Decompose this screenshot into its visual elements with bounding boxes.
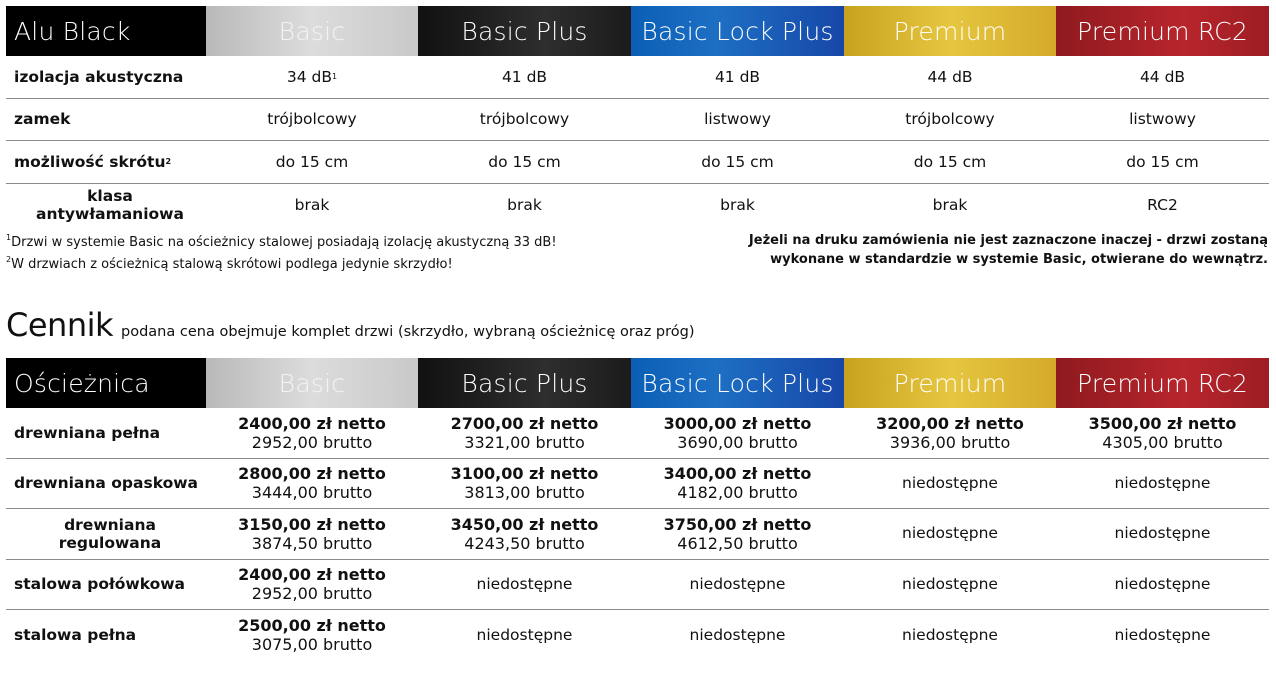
price-cell [206, 408, 418, 458]
price-cell [631, 459, 844, 509]
price-cell [844, 509, 1056, 559]
spec-cell: 44 dB [927, 67, 973, 86]
spec-header-premium-rc2: Premium RC2 [1056, 6, 1269, 56]
price-cell [844, 408, 1056, 458]
spec-header-premium: Premium [844, 6, 1056, 56]
price-header [6, 358, 1269, 408]
price-netto: 3450,00 zł netto [450, 514, 599, 534]
spec-row-label: klasa antywłamaniowa [36, 186, 184, 223]
spec-cell: trójbolcowy [267, 110, 357, 129]
price-cell [1056, 560, 1269, 610]
price-cell [418, 459, 631, 509]
price-table [6, 358, 1269, 661]
spec-cell: 41 dB [714, 67, 761, 86]
price-cell [1056, 408, 1269, 458]
price-cell [206, 459, 418, 509]
price-brutto: 2952,00 brutto [251, 432, 373, 452]
price-cell [206, 610, 418, 661]
spec-cell: listwowy [1129, 110, 1196, 129]
price-cell [418, 408, 631, 458]
unavailable-text: niedostępne [902, 473, 998, 492]
price-header-premium: Premium [844, 358, 1056, 408]
spec-cell: do 15 cm [488, 152, 561, 171]
spec-table [6, 6, 1269, 226]
price-brutto: 3075,00 brutto [251, 635, 373, 655]
price-netto: 2500,00 zł netto [238, 616, 386, 636]
spec-cell: do 15 cm [913, 152, 987, 171]
price-row [6, 509, 1269, 560]
spec-cell: listwowy [704, 110, 771, 129]
spec-cell: do 15 cm [701, 152, 774, 171]
spec-cell: trójbolcowy [479, 110, 570, 129]
price-brutto: 4305,00 brutto [1102, 432, 1223, 452]
order-note-line-2: wykonane w standardzie w systemie Basic, otwierane do wewnątrz. [770, 252, 1268, 267]
price-row [6, 408, 1269, 459]
price-header-frame: Ościeżnica [6, 358, 206, 408]
price-netto: 2800,00 zł netto [238, 464, 386, 484]
price-cell [418, 560, 631, 610]
spec-cell: RC2 [1147, 195, 1178, 214]
price-cell [1056, 610, 1269, 661]
spec-row [6, 184, 1269, 227]
price-netto: 3750,00 zł netto [663, 514, 812, 534]
price-netto: 3400,00 zł netto [663, 464, 812, 484]
price-brutto: 4612,50 brutto [677, 533, 798, 553]
price-row [6, 459, 1269, 510]
price-netto: 2400,00 zł netto [238, 413, 386, 433]
spec-row [6, 99, 1269, 142]
price-brutto: 3936,00 brutto [889, 432, 1011, 452]
price-brutto: 2952,00 brutto [251, 584, 373, 604]
spec-row-label: izolacja akustyczna [14, 67, 184, 86]
price-netto: 3000,00 zł netto [663, 413, 812, 433]
price-row-label: stalowa pełna [14, 626, 137, 645]
spec-cell: brak [932, 195, 968, 214]
price-brutto: 3444,00 brutto [251, 483, 373, 503]
spec-cell: brak [720, 195, 755, 214]
price-heading [6, 306, 695, 344]
unavailable-text: niedostępne [1114, 473, 1211, 492]
footnote-2: $^2$W drzwiach z ościeżnicą stalową skrótowi podlega jedynie skrzydło! [6, 255, 453, 272]
price-netto: 3100,00 zł netto [450, 464, 599, 484]
spec-header-basic-plus: Basic Plus [418, 6, 631, 56]
price-cell [631, 560, 844, 610]
spec-cell: do 15 cm [1126, 152, 1199, 171]
price-subtitle: podana cena obejmuje komplet drzwi (skrzydło, wybraną ościeżnicę oraz próg) [121, 324, 695, 340]
unavailable-text: niedostępne [902, 625, 998, 644]
price-header-premium-rc2: Premium RC2 [1056, 358, 1269, 408]
price-header-basic-lock-plus: Basic Lock Plus [631, 358, 844, 408]
unavailable-text: niedostępne [902, 574, 998, 593]
unavailable-text: niedostępne [902, 524, 998, 543]
spec-header [6, 6, 1269, 56]
spec-header-basic: Basic [206, 6, 418, 56]
price-brutto: 4182,00 brutto [677, 483, 798, 503]
order-note-line-1: Jeżeli na druku zamówienia nie jest zaznaczone inaczej - drzwi zostaną [748, 233, 1268, 248]
price-row [6, 560, 1269, 611]
price-cell [844, 560, 1056, 610]
price-cell [631, 610, 844, 661]
spec-cell: 34 dB 1 [286, 67, 338, 86]
spec-row [6, 141, 1269, 184]
price-netto: 3200,00 zł netto [876, 413, 1024, 433]
price-cell [206, 509, 418, 559]
unavailable-text: niedostępne [476, 574, 573, 593]
spec-row-label: możliwość skrótu 2 [14, 152, 172, 171]
price-cell [844, 610, 1056, 661]
price-rows [6, 408, 1269, 661]
price-row-label: drewniana regulowana [58, 515, 162, 552]
unavailable-text: niedostępne [1114, 625, 1211, 644]
spec-header-model: Alu Black [6, 6, 206, 56]
price-brutto: 3690,00 brutto [677, 432, 798, 452]
price-brutto: 3874,50 brutto [251, 533, 373, 553]
price-cell [631, 408, 844, 458]
price-brutto: 3813,00 brutto [464, 483, 585, 503]
price-row-label: drewniana pełna [14, 423, 161, 442]
price-brutto: 3321,00 brutto [464, 432, 585, 452]
price-cell [631, 509, 844, 559]
price-row-label: stalowa połówkowa [14, 575, 186, 594]
unavailable-text: niedostępne [1114, 574, 1211, 593]
price-netto: 3500,00 zł netto [1088, 413, 1237, 433]
price-cell [1056, 509, 1269, 559]
unavailable-text: niedostępne [1114, 524, 1211, 543]
price-cell [1056, 459, 1269, 509]
spec-row-label: zamek [14, 110, 71, 129]
price-brutto: 4243,50 brutto [464, 533, 585, 553]
price-header-basic: Basic [206, 358, 418, 408]
spec-cell: 44 dB [1139, 67, 1186, 86]
price-cell [844, 459, 1056, 509]
spec-header-basic-lock-plus: Basic Lock Plus [631, 6, 844, 56]
unavailable-text: niedostępne [476, 625, 573, 644]
footnote-1: $^1$Drzwi w systemie Basic na ościeżnicy stalowej posiadają izolację akustyczną 33 dB! [6, 233, 557, 250]
price-cell [418, 610, 631, 661]
spec-cell: brak [294, 195, 330, 214]
price-netto: 2700,00 zł netto [450, 413, 599, 433]
price-cell [206, 560, 418, 610]
price-row [6, 610, 1269, 661]
price-row-label: drewniana opaskowa [14, 474, 199, 493]
price-title: Cennik [6, 306, 114, 344]
spec-row [6, 56, 1269, 99]
price-header-basic-plus: Basic Plus [418, 358, 631, 408]
price-netto: 2400,00 zł netto [238, 565, 386, 585]
unavailable-text: niedostępne [689, 625, 786, 644]
spec-cell: do 15 cm [275, 152, 349, 171]
price-cell [418, 509, 631, 559]
price-netto: 3150,00 zł netto [238, 514, 386, 534]
spec-cell: 41 dB [501, 67, 548, 86]
spec-cell: brak [507, 195, 542, 214]
unavailable-text: niedostępne [689, 574, 786, 593]
spec-cell: trójbolcowy [905, 110, 995, 129]
